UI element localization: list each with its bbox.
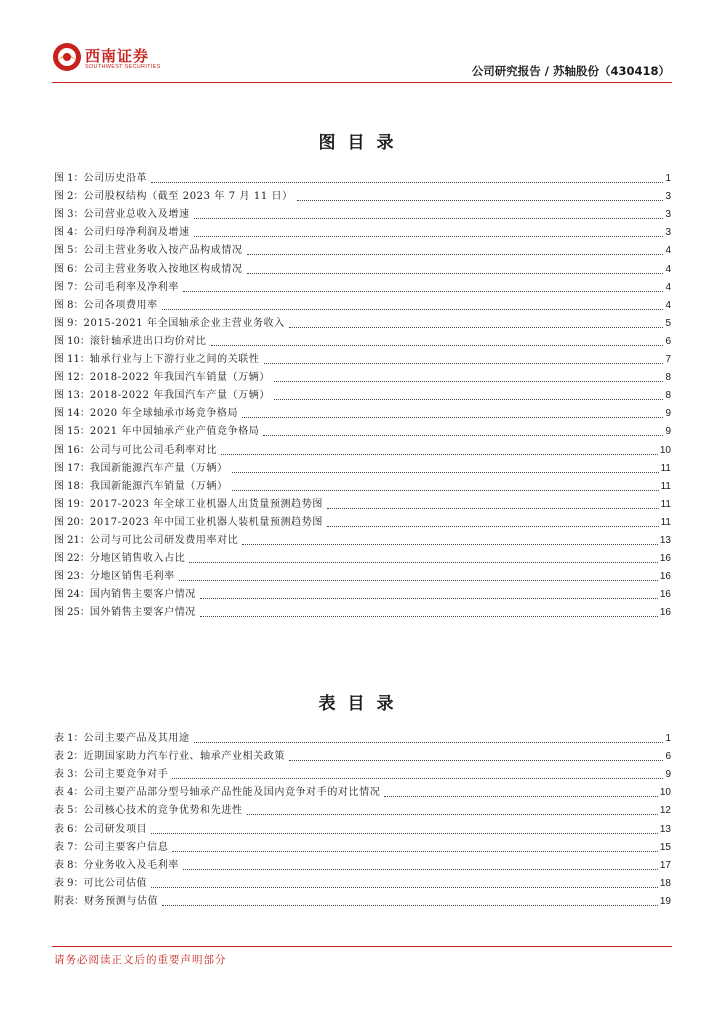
table-entry-label: 表 5： (54, 805, 84, 817)
figure-entry-leader (297, 200, 664, 201)
table-entry-label: 表 9： (54, 877, 84, 889)
figure-entry-page: 3 (665, 227, 671, 239)
figure-entry[interactable] (54, 565, 671, 583)
figure-entry-leader (200, 616, 658, 617)
figure-entry-page: 4 (665, 299, 671, 311)
figure-entry-page: 11 (660, 516, 671, 528)
table-entry[interactable] (54, 745, 671, 763)
table-entry[interactable] (54, 872, 671, 890)
table-entry-text: 公司核心技术的竞争优势和先进性 (83, 805, 243, 817)
figure-entry[interactable] (54, 511, 671, 529)
figure-entry-label: 图 5： (54, 245, 84, 257)
figure-entry-label: 图 14： (54, 408, 90, 420)
figure-entry-label: 图 13： (54, 390, 90, 402)
report-title: 公司研究报告 / 苏轴股份（430418） (471, 64, 670, 78)
table-entry-leader (384, 796, 658, 797)
figure-entry-label: 图 15： (54, 426, 90, 438)
table-entry-leader (151, 833, 658, 834)
footer-divider (52, 946, 672, 947)
table-entry-text: 近期国家助力汽车行业、轴承产业相关政策 (83, 751, 285, 763)
figure-entry-text: 公司毛利率及净利率 (83, 281, 179, 293)
table-entry-text: 公司主要产品部分型号轴承产品性能及国内竞争对手的对比情况 (83, 787, 381, 799)
figure-entry-leader (232, 472, 659, 473)
figure-entry-page: 6 (665, 335, 671, 347)
table-entry-leader (172, 851, 658, 852)
figure-entry-leader (194, 218, 664, 219)
figure-entry-page: 16 (659, 571, 671, 583)
table-list-title: 表目录 (318, 694, 406, 714)
table-entry-leader (183, 869, 658, 870)
figure-entry-leader (327, 526, 659, 527)
table-entry-leader (247, 814, 658, 815)
figure-entry[interactable] (54, 185, 671, 203)
figure-entry-page: 11 (660, 462, 671, 474)
figure-entry-label: 图 11： (54, 354, 90, 366)
table-entry[interactable] (54, 817, 671, 835)
figure-entry[interactable] (54, 402, 671, 420)
figure-entry-text: 公司与可比公司研发费用率对比 (89, 534, 239, 546)
figure-entry-label: 图 6： (54, 263, 84, 275)
figure-entry[interactable] (54, 257, 671, 275)
figure-entry-leader (242, 417, 663, 418)
table-entry[interactable] (54, 854, 671, 872)
table-entry-page: 6 (665, 751, 671, 763)
figure-entry[interactable] (54, 583, 671, 601)
logo-icon (52, 42, 82, 72)
figure-entry-page: 16 (659, 553, 671, 565)
figure-entry[interactable] (54, 420, 671, 438)
figure-entry-page: 5 (665, 317, 671, 329)
figure-entry-label: 图 24： (54, 589, 90, 601)
figure-entry[interactable] (54, 457, 671, 475)
figure-entry-text: 国外销售主要客户情况 (89, 607, 196, 619)
figure-entry-page: 3 (665, 209, 671, 221)
figure-entry-leader (247, 254, 664, 255)
figure-entry-leader (289, 327, 664, 328)
table-entry[interactable] (54, 727, 671, 745)
figure-entry[interactable] (54, 366, 671, 384)
figure-entry-label: 图 19： (54, 498, 90, 510)
table-entry-page: 10 (659, 787, 671, 799)
logo-text-cn: 西南证券 (85, 47, 150, 65)
figure-entry-label: 图 3： (54, 209, 84, 221)
figure-entry-label: 图 17： (54, 462, 90, 474)
figure-entry-text: 我国新能源汽车销量（万辆） (89, 480, 228, 492)
table-entry-page: 9 (665, 769, 671, 781)
figure-entry[interactable] (54, 203, 671, 221)
figure-entry-label: 图 22： (54, 553, 90, 565)
figure-entry[interactable] (54, 547, 671, 565)
figure-entry-page: 1 (665, 173, 671, 185)
table-entry-text: 财务预测与估值 (84, 895, 159, 907)
table-entry[interactable] (54, 890, 671, 908)
figure-entry-text: 2017-2023 年全球工业机器人出货量预测趋势图 (89, 498, 323, 510)
figure-entry-leader (242, 544, 658, 545)
figure-entry-text: 公司各项费用率 (83, 299, 158, 311)
figure-entry[interactable] (54, 239, 671, 257)
figure-entry-leader (232, 490, 659, 491)
figure-entry-leader (151, 182, 663, 183)
figure-entry-page: 11 (660, 480, 671, 492)
figure-entry-page: 4 (665, 281, 671, 293)
figure-entry-page: 4 (665, 245, 671, 257)
table-entry-page: 19 (659, 895, 671, 907)
table-entry-label: 附表： (54, 895, 84, 907)
figure-entry-text: 滚针轴承进出口均价对比 (89, 335, 207, 347)
figure-entry-leader (264, 363, 664, 364)
figure-list (54, 167, 671, 619)
table-entry-label: 表 7： (54, 841, 84, 853)
figure-entry-leader (263, 435, 663, 436)
figure-entry-text: 2020 年全球轴承市场竞争格局 (89, 408, 239, 420)
table-entry-label: 表 4： (54, 787, 84, 799)
figure-entry-page: 8 (665, 390, 671, 402)
figure-entry-text: 2018-2022 年我国汽车产量（万辆） (89, 390, 270, 402)
figure-entry-leader (179, 580, 658, 581)
table-entry-text: 公司主要竞争对手 (83, 769, 169, 781)
figure-entry-label: 图 16： (54, 444, 90, 456)
footer-disclaimer: 请务必阅读正文后的重要声明部分 (54, 954, 227, 966)
figure-entry-text: 2018-2022 年我国汽车销量（万辆） (89, 372, 270, 384)
figure-entry-text: 分地区销售收入占比 (89, 553, 186, 565)
figure-entry[interactable] (54, 438, 671, 456)
table-entry-page: 12 (659, 805, 671, 817)
table-entry-label: 表 3： (54, 769, 84, 781)
figure-entry[interactable] (54, 312, 671, 330)
figure-entry-leader (183, 291, 663, 292)
table-entry-text: 分业务收入及毛利率 (83, 859, 179, 871)
figure-entry-label: 图 23： (54, 571, 90, 583)
figure-entry-label: 图 18： (54, 480, 90, 492)
table-entry-page: 15 (659, 841, 671, 853)
figure-entry-leader (200, 598, 658, 599)
figure-entry-text: 公司股权结构（截至 2023 年 7 月 11 日） (83, 191, 293, 203)
figure-entry-page: 16 (659, 589, 671, 601)
figure-entry[interactable] (54, 529, 671, 547)
table-entry[interactable] (54, 799, 671, 817)
figure-entry-page: 9 (665, 426, 671, 438)
figure-entry-label: 图 20： (54, 516, 90, 528)
figure-entry-text: 轴承行业与上下游行业之间的关联性 (89, 354, 260, 366)
figure-entry-page: 7 (665, 354, 671, 366)
figure-entry[interactable] (54, 294, 671, 312)
figure-entry-label: 图 1： (54, 173, 84, 185)
table-entry-leader (162, 905, 658, 906)
figure-entry-label: 图 9： (54, 317, 84, 329)
figure-entry-leader (194, 236, 664, 237)
table-entry-label: 表 8： (54, 859, 84, 871)
figure-entry[interactable] (54, 276, 671, 294)
figure-entry-leader (162, 309, 664, 310)
figure-entry-label: 图 10： (54, 335, 90, 347)
table-entry-page: 1 (665, 733, 671, 745)
figure-entry-label: 图 25： (54, 607, 90, 619)
figure-entry-leader (327, 508, 659, 509)
figure-entry-text: 公司与可比公司毛利率对比 (89, 444, 218, 456)
figure-entry[interactable] (54, 475, 671, 493)
table-entry-text: 公司主要产品及其用途 (83, 733, 190, 745)
figure-list-title: 图目录 (318, 133, 406, 153)
table-entry[interactable] (54, 781, 671, 799)
logo-text-en: SOUTHWEST SECURITIES (85, 64, 161, 70)
figure-entry-page: 3 (665, 191, 671, 203)
page-header (0, 0, 724, 90)
figure-entry-page: 9 (665, 408, 671, 420)
table-entry-leader (194, 742, 664, 743)
table-entry-label: 表 2： (54, 751, 84, 763)
figure-entry[interactable] (54, 348, 671, 366)
table-entry-text: 公司主要客户信息 (83, 841, 169, 853)
figure-entry-label: 图 7： (54, 281, 84, 293)
table-entry-page: 13 (659, 823, 671, 835)
figure-entry-text: 分地区销售毛利率 (89, 571, 175, 583)
figure-entry-text: 公司主营业务收入按产品构成情况 (83, 245, 243, 257)
figure-entry-text: 2021 年中国轴承产业产值竞争格局 (89, 426, 260, 438)
figure-entry-page: 13 (659, 534, 671, 546)
table-entry-label: 表 6： (54, 823, 84, 835)
figure-entry-text: 公司归母净利润及增速 (83, 227, 190, 239)
table-entry[interactable] (54, 836, 671, 854)
table-entry-text: 可比公司估值 (83, 877, 148, 889)
figure-entry-page: 8 (665, 372, 671, 384)
figure-entry-text: 2017-2023 年中国工业机器人装机量预测趋势图 (89, 516, 323, 528)
figure-entry-page: 11 (660, 498, 671, 510)
figure-entry-leader (274, 399, 663, 400)
figure-entry-leader (221, 454, 658, 455)
figure-entry-page: 4 (665, 263, 671, 275)
figure-entry-text: 我国新能源汽车产量（万辆） (89, 462, 228, 474)
table-entry-text: 公司研发项目 (83, 823, 148, 835)
figure-entry[interactable] (54, 493, 671, 511)
table-entry-label: 表 1： (54, 733, 84, 745)
header-divider (52, 82, 672, 83)
figure-entry-label: 图 2： (54, 191, 84, 203)
table-list (54, 727, 671, 908)
figure-entry-leader (247, 273, 664, 274)
figure-entry-leader (274, 381, 663, 382)
figure-entry[interactable] (54, 330, 671, 348)
table-entry-leader (289, 760, 663, 761)
figure-entry-leader (189, 562, 658, 563)
figure-entry-leader (211, 345, 664, 346)
figure-entry-label: 图 4： (54, 227, 84, 239)
figure-entry-label: 图 21： (54, 534, 90, 546)
figure-entry-page: 10 (659, 444, 671, 456)
figure-entry[interactable] (54, 167, 671, 185)
figure-entry-text: 公司营业总收入及增速 (83, 209, 190, 221)
table-entry-page: 18 (659, 877, 671, 889)
figure-entry-label: 图 8： (54, 299, 84, 311)
figure-entry-text: 国内销售主要客户情况 (89, 589, 196, 601)
company-logo (52, 42, 172, 78)
figure-entry-text: 2015-2021 年全国轴承企业主营业务收入 (83, 317, 285, 329)
figure-entry[interactable] (54, 601, 671, 619)
figure-entry-text: 公司主营业务收入按地区构成情况 (83, 263, 243, 275)
figure-entry[interactable] (54, 221, 671, 239)
figure-entry-text: 公司历史沿革 (83, 173, 148, 185)
figure-entry[interactable] (54, 384, 671, 402)
table-entry[interactable] (54, 763, 671, 781)
table-entry-page: 17 (659, 859, 671, 871)
table-entry-leader (172, 778, 663, 779)
table-entry-leader (151, 887, 658, 888)
figure-entry-label: 图 12： (54, 372, 90, 384)
figure-entry-page: 16 (659, 607, 671, 619)
